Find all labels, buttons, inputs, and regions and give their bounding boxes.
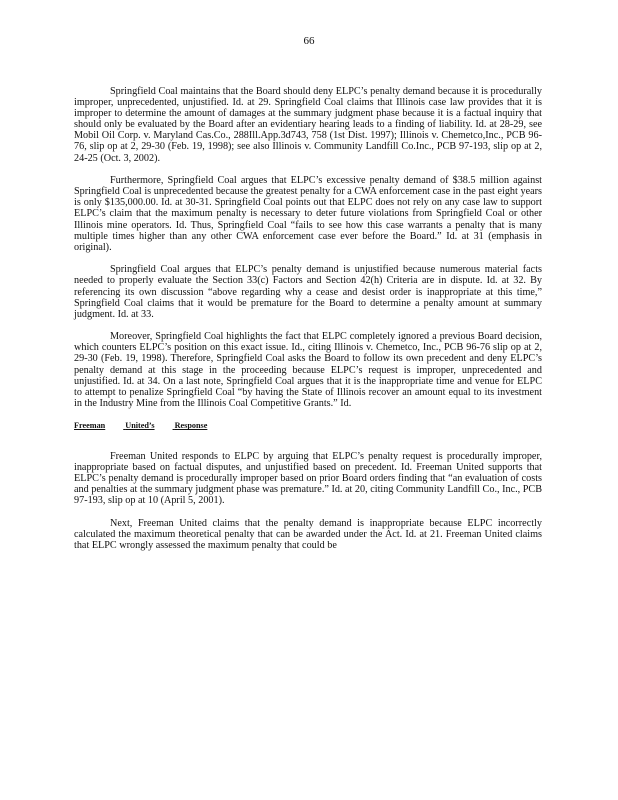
document-body bbox=[74, 86, 542, 562]
paragraph-penalty-unprecedented: Furthermore, Springfield Coal argues that ELPC’s excessive penalty demand of $38.5 million against Springfield Coal is unprecedented because the greatest penalty for a CWA enforcement case in the past eight years is only $135,000.00. Id. at 30-31. Springfield Coal points out that ELPC does not rely on any case law to support ELPC’s claim that the maximum penalty is necessary to deter future violations from Springfield Coal or other Illinois mine operators. Id. Thus, Springfield Coal “fails to see how this case warrants a penalty that is many multiple times higher than any other CWA enforcement case ever before the Board.” Id. at 31 (emphasis in original). bbox=[74, 175, 542, 253]
heading-word: United’s bbox=[125, 421, 155, 431]
paragraph-freeman-calculation: Next, Freeman United claims that the penalty demand is inappropriate because ELPC incorrectly calculated the maximum theoretical penalty that can be awarded under the Act. Id. at 21. Freeman United claims that ELPC wrongly assessed the maximum penalty that could be bbox=[74, 517, 542, 551]
paragraph-freeman-response: Freeman United responds to ELPC by arguing that ELPC’s penalty request is procedurally improper, inappropriate based on factual disputes, and unjustified based on precedent. Id. Freeman United supports that ELPC’s penalty demand is procedurally improper based on prior Board orders finding that “an evaluation of costs and penalties at the summary judgment phase was premature.” Id. at 20, citing Community Landfill Co., Inc., PCB 97-193, slip op at 10 (April 5, 2001). bbox=[74, 450, 542, 506]
section-heading bbox=[74, 420, 542, 431]
paragraph-board-precedent: Moreover, Springfield Coal highlights the fact that ELPC completely ignored a previous Board decision, which counters ELPC’s position on this exact issue. Id., citing Illinois v. Chemetco, Inc., PCB 96-76 slip op at 2, 29-30 (Feb. 19, 1998). Therefore, Springfield Coal asks the Board to follow its own precedent and deny ELPC’s penalty demand at this stage in the proceeding because ELPC’s request is improper, unprecedented and unjustified. Id. at 34. On a last note, Springfield Coal argues that it is the inappropriate time and venue for ELPC to attempt to penalize Springfield Coal “by having the State of Illinois recover an amount equal to its investment in the Industry Mine from the Illinois Coal Competitive Grants.” Id. bbox=[74, 331, 542, 409]
paragraph-penalty-unjustified: Springfield Coal argues that ELPC’s penalty demand is unjustified because numerous material facts needed to properly evaluate the Section 33(c) Factors and Section 42(h) Criteria are in dispute. Id. at 32. By referencing its own discussion “above regarding why a cease and desist order is inappropriate at this time,” Springfield Coal claims that it would be premature for the Board to determine a penalty amount at summary judgment. Id. at 33. bbox=[74, 264, 542, 320]
heading-word: Response bbox=[174, 421, 208, 431]
page-number: 66 bbox=[303, 35, 315, 47]
heading-word: Freeman bbox=[74, 421, 106, 431]
paragraph-penalty-improper: Springfield Coal maintains that the Board should deny ELPC’s penalty demand because it is procedurally improper, unprecedented, unjustified. Id. at 29. Springfield Coal claims that Illinois case law provides that it is improper to determine the amount of damages at the summary judgment phase because it is a factual inquiry that should only be evaluated by the Board after an evidentiary hearing leads to a finding of liability. Id. at 28-29, see Mobil Oil Corp. v. Maryland Cas.Co., 288Ill.App.3d743, 758 (1st Dist. 1997); Illinois v. Chemetco,Inc., PCB 96-76, slip op at 2, 29-30 (Feb. 19, 1998); see also Illinois v. Community Landfill Co.Inc., PCB 97-193, slip op at 2, 24-25 (Oct. 3, 2002). bbox=[74, 86, 542, 164]
